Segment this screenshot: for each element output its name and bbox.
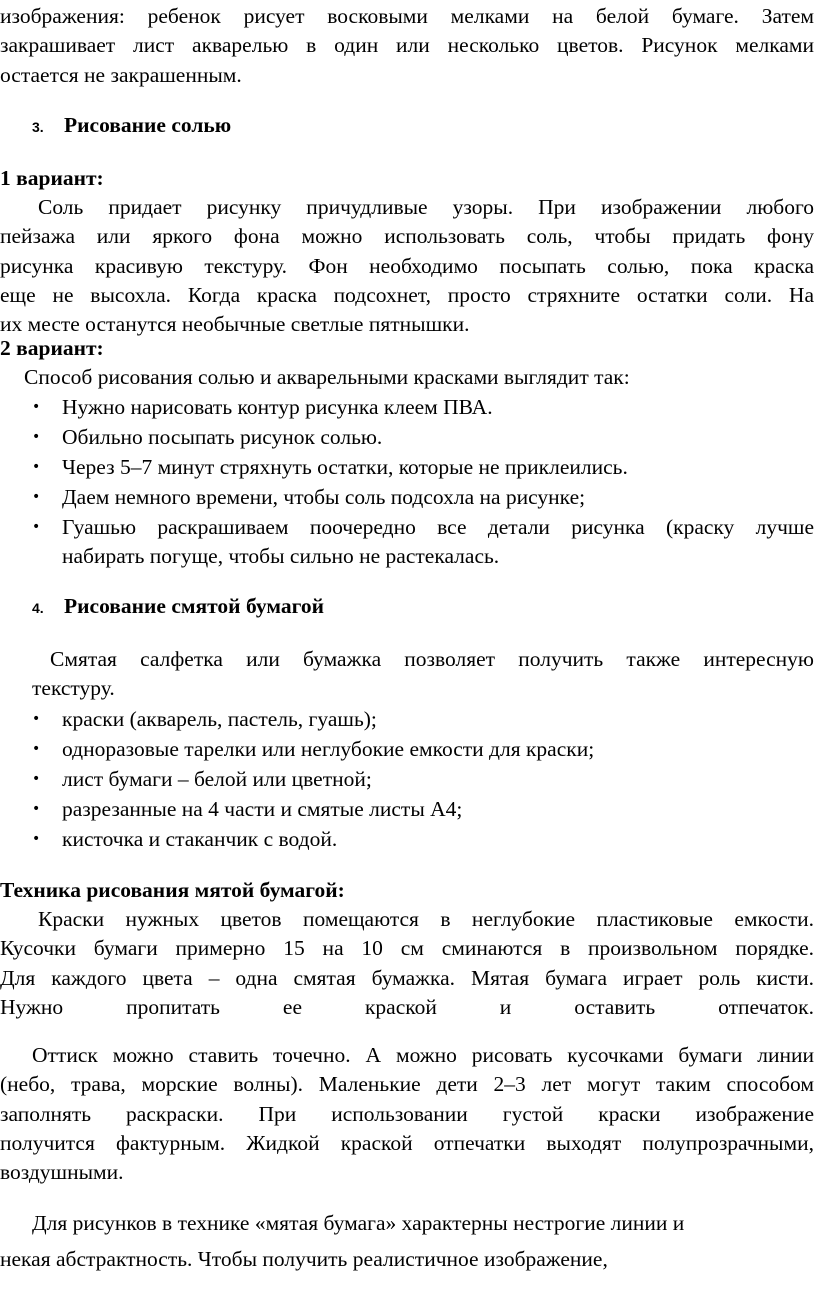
list-item: • Нужно нарисовать контур рисунка клеем ПВА. — [0, 393, 814, 423]
technique-heading: Техника рисования мятой бумагой: — [0, 878, 345, 902]
bullet-icon: • — [32, 459, 41, 475]
section-4-intro — [0, 645, 814, 704]
text-line: некая абстрактность. Чтобы получить реалистичное изображение, — [0, 1247, 608, 1271]
list-item: • одноразовые тарелки или неглубокие емкости для краски; — [0, 735, 814, 765]
list-item: • разрезанные на 4 части и смятые листы А4; — [0, 795, 814, 825]
section-number: 3. — [32, 119, 44, 135]
list-item: • кисточка и стаканчик с водой. — [0, 825, 814, 855]
text-line: Соль придает рисунку причудливые узоры. При изображении любого — [38, 195, 814, 219]
text-line: Кусочки бумаги примерно 15 на 10 см сминаются в произвольном порядке. — [0, 936, 814, 961]
text-line: Для рисунков в технике «мятая бумага» характерны нестрогие линии и — [32, 1211, 685, 1235]
text-line: пейзажа или яркого фона можно использовать соль, чтобы придать фону — [0, 224, 814, 249]
list-item: • Через 5–7 минут стряхнуть остатки, которые не приклеились. — [0, 453, 814, 483]
text-line: рисунка красивую текстуру. Фон необходимо посыпать солью, пока краска — [0, 253, 814, 278]
list-item: • Гуашью раскрашиваем поочередно все детали рисунка (краску лучше набирать погуще, чтобы сильно не растекалась. — [32, 515, 814, 569]
section-number: 4. — [32, 600, 44, 616]
text-line: Для каждого цвета – одна смятая бумажка. Мятая бумага играет роль кисти. — [0, 965, 814, 990]
text-line: закрашивает лист акварелью в один или несколько цветов. Рисунок мелками — [0, 33, 814, 58]
list-item: • лист бумаги – белой или цветной; — [0, 765, 814, 795]
salt-steps-list — [0, 393, 814, 572]
bullet-icon: • — [32, 771, 41, 787]
technique-paragraph-3 — [0, 1205, 814, 1277]
intro-paragraph — [0, 2, 814, 90]
bullet-icon: • — [32, 399, 41, 415]
variant-2-label: 2 вариант: — [0, 336, 104, 360]
bullet-icon: • — [32, 519, 41, 535]
list-item: • краски (акварель, пастель, гуашь); — [0, 705, 814, 735]
text-line: Краски нужных цветов помещаются в неглубокие пластиковые емкости. — [38, 907, 814, 931]
bullet-icon: • — [32, 801, 41, 817]
section-title: Рисование смятой бумагой — [64, 594, 324, 618]
list-item: • Обильно посыпать рисунок солью. — [0, 423, 814, 453]
list-item: • Даем немного времени, чтобы соль подсохла на рисунке; — [0, 483, 814, 513]
bullet-icon: • — [32, 741, 41, 757]
variant-1-label: 1 вариант: — [0, 166, 104, 190]
text-line: (небо, трава, морские волны). Маленькие дети 2–3 лет могут таким способом — [0, 1072, 814, 1097]
variant-1-paragraph — [0, 193, 814, 339]
bullet-icon: • — [32, 429, 41, 445]
bullet-icon: • — [32, 831, 41, 847]
text-line: воздушными. — [0, 1160, 124, 1185]
section-3-heading — [0, 111, 814, 142]
technique-paragraph-2 — [0, 1041, 814, 1187]
bullet-icon: • — [32, 711, 41, 727]
text-line: заполнять раскраски. При использовании густой краски изображение — [0, 1101, 814, 1126]
section-title: Рисование солью — [64, 113, 232, 137]
text-line: текстуру. — [32, 676, 115, 701]
variant-2-intro: Способ рисования солью и акварельными красками выглядит так: — [24, 365, 630, 389]
text-line: еще не высохла. Когда краска подсохнет, просто стряхните остатки соли. На — [0, 282, 814, 307]
text-line: остается не закрашенным. — [0, 62, 242, 87]
text-line: их месте останутся необычные светлые пятнышки. — [0, 312, 470, 337]
text-line: Оттиск можно ставить точечно. А можно рисовать кусочками бумаги линии — [32, 1043, 814, 1067]
text-line: Нужно пропитать ее краской и оставить отпечаток. — [0, 994, 814, 1019]
text-line: получится фактурным. Жидкой краской отпечатки выходят полупрозрачными, — [0, 1130, 814, 1155]
section-4-heading — [0, 592, 814, 623]
technique-paragraph-1 — [0, 905, 814, 1022]
text-line: Смятая салфетка или бумажка позволяет получить также интересную — [50, 647, 814, 671]
text-line: изображения: ребенок рисует восковыми мелками на белой бумаге. Затем — [0, 4, 814, 28]
materials-list — [0, 705, 814, 855]
bullet-icon: • — [32, 489, 41, 505]
